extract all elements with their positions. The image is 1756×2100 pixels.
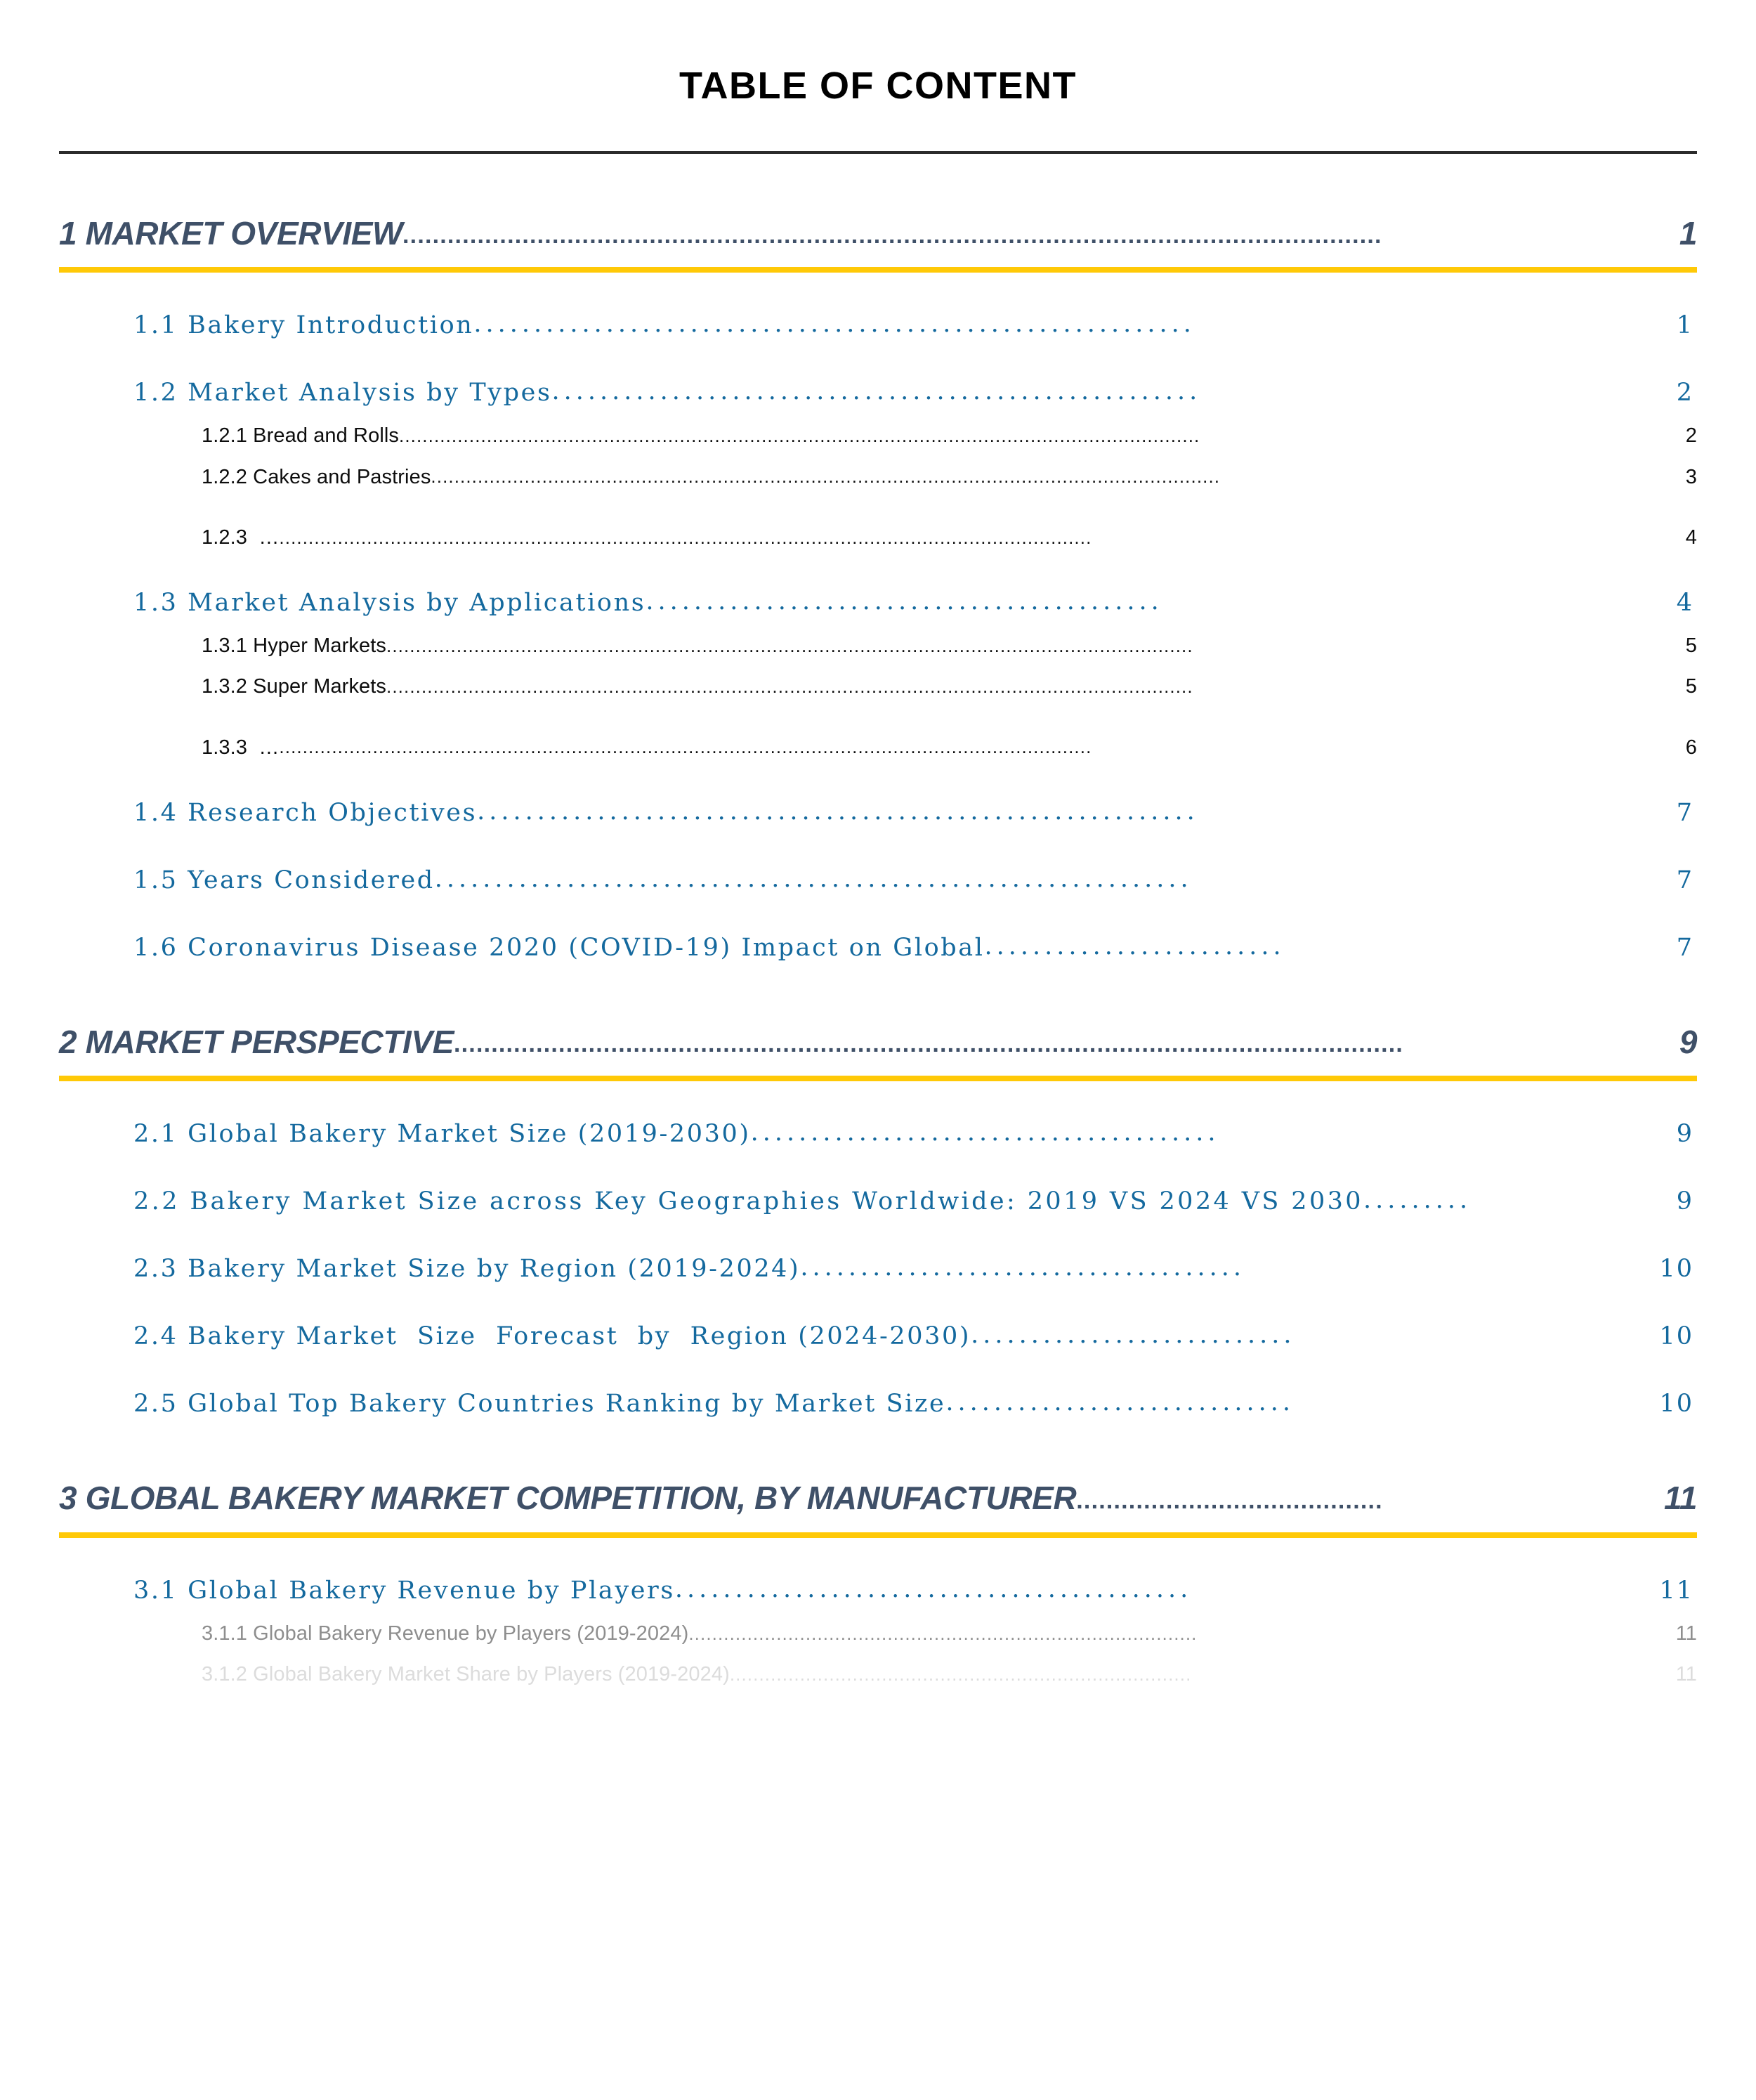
toc-entry-level-3[interactable] [59,1662,1697,1687]
toc-row[interactable] [133,1187,1693,1216]
toc-entry-level-1[interactable] [59,216,1697,273]
toc-entry-level-2[interactable] [59,798,1697,828]
toc-dot-leader: ........................................... [646,587,1163,616]
toc-entry-label: 2.1 Global Bakery Market Size (2019-2030) [133,1120,751,1149]
toc-dot-leader: ............................................................ [477,797,1199,826]
toc-entry-level-1[interactable] [59,1480,1697,1538]
section-accent-bar [59,267,1697,273]
toc-row[interactable] [202,525,1697,550]
toc-entry-level-2[interactable] [59,1254,1697,1284]
toc-page-number: 5 [1685,675,1697,698]
page-title: TABLE OF CONTENT [679,65,1077,107]
toc-entry-label: 1.2.3 … [202,526,280,549]
toc-row[interactable] [202,464,1697,490]
toc-entry-level-3[interactable] [59,674,1697,699]
toc-dot-leader: ............................................................... [434,864,1193,893]
toc-entry-level-2[interactable] [59,1119,1697,1149]
toc-dot-leader: ..................................... [800,1253,1245,1282]
toc-entry-label: 1.3.3 … [202,736,280,759]
toc-page-number: 2 [1685,424,1697,448]
toc-page-number: 2 [1676,379,1693,407]
toc-dot-leader: ................................................................................................................................... [402,222,1382,249]
toc-entry-level-3[interactable] [59,1621,1697,1646]
toc-dot-leader: ........................................................................................................................................... [279,526,1092,548]
toc-entry-label: 1 MARKET OVERVIEW [59,214,403,252]
toc-entry-label: 3.1.1 Global Bakery Revenue by Players (2019-2024) [202,1622,689,1645]
toc-entry-level-3[interactable] [59,633,1697,658]
toc-entry-level-2[interactable] [59,1576,1697,1605]
toc-dot-leader: ........................................................................................................................................... [279,736,1092,758]
toc-entry-label: 3.1 Global Bakery Revenue by Players [133,1576,675,1605]
toc-page-number: 5 [1685,634,1697,658]
toc-entry-label: 1.4 Research Objectives [133,798,478,827]
toc-page-number: 11 [1675,1663,1697,1686]
table-of-contents [59,216,1697,1688]
toc-page-number: 1 [1676,311,1693,340]
toc-dot-leader: ............................. [945,1388,1295,1417]
toc-dot-leader: ........................... [971,1321,1296,1350]
toc-row[interactable] [133,866,1693,895]
toc-row[interactable] [133,1576,1693,1605]
toc-entry-label: 1.3.2 Super Markets [202,675,387,698]
toc-entry-label: 2.2 Bakery Market Size across Key Geographies Worldwide: 2019 VS 2024 VS 2030 [133,1187,1363,1216]
toc-page-number: 6 [1685,736,1697,759]
toc-dot-leader: ......................... [984,932,1285,960]
toc-page-number: 4 [1685,526,1697,549]
toc-entry-level-2[interactable] [59,311,1697,340]
toc-entry-label: 1.2.1 Bread and Rolls [202,424,399,448]
toc-row[interactable] [59,1480,1697,1517]
toc-row[interactable] [133,588,1693,618]
toc-row[interactable] [133,378,1693,407]
toc-row[interactable] [133,1322,1693,1351]
toc-row[interactable] [202,1621,1697,1646]
toc-row[interactable] [202,1662,1697,1687]
toc-entry-level-3[interactable] [59,735,1697,760]
toc-entry-label: 2.4 Bakery Market Size Forecast by Region (2024-2030) [133,1322,971,1351]
section-accent-bar [59,1532,1697,1538]
toc-page-number: 9 [1679,1023,1697,1060]
toc-entry-level-2[interactable] [59,378,1697,407]
toc-entry-level-2[interactable] [59,933,1697,963]
toc-dot-leader: ............................................................ [473,310,1195,339]
toc-row[interactable] [133,1119,1693,1149]
title-divider [59,151,1697,154]
toc-entry-level-3[interactable] [59,464,1697,490]
toc-row[interactable] [133,798,1693,828]
toc-page-number: 9 [1676,1187,1693,1216]
toc-row[interactable] [202,674,1697,699]
toc-dot-leader: ............................................................................... [729,1663,1192,1685]
toc-row[interactable] [202,735,1697,760]
toc-entry-label: 3 GLOBAL BAKERY MARKET COMPETITION, BY MANUFACTURER [59,1480,1077,1517]
toc-row[interactable] [133,1254,1693,1284]
toc-entry-level-2[interactable] [59,866,1697,895]
toc-dot-leader: ...................................................... [551,377,1202,406]
toc-page-number: 10 [1659,1322,1693,1351]
toc-entry-label: 1.2.2 Cakes and Pastries [202,465,431,488]
toc-dot-leader: ......................................... [1076,1487,1383,1514]
toc-entry-label: 2.5 Global Top Bakery Countries Ranking by Market Size [133,1390,946,1419]
toc-page-number: 11 [1659,1576,1693,1605]
toc-entry-level-1[interactable] [59,1024,1697,1082]
toc-entry-level-2[interactable] [59,588,1697,618]
toc-row[interactable] [133,933,1693,963]
toc-entry-level-2[interactable] [59,1389,1697,1419]
toc-page-number: 7 [1676,866,1693,894]
toc-page-number: 10 [1659,1390,1693,1419]
toc-entry-label: 3.1.2 Global Bakery Market Share by Players (2019-2024) [202,1663,730,1686]
toc-entry-label: 2.3 Bakery Market Size by Region (2019-2024) [133,1255,801,1284]
toc-page-number: 11 [1675,1622,1697,1645]
toc-page-number: 9 [1676,1120,1693,1149]
toc-page-number: 7 [1676,933,1693,962]
toc-entry-label: 1.5 Years Considered [133,866,435,894]
toc-dot-leader: ....................................................................................................................................... [431,466,1221,488]
toc-row[interactable] [59,1024,1697,1061]
toc-dot-leader: ......................................................................................................................................... [399,425,1200,447]
toc-dot-leader: ........................................... [674,1574,1193,1603]
toc-page-number: 11 [1664,1480,1697,1517]
toc-entry-label: 1.2 Market Analysis by Types [133,379,552,407]
toc-dot-leader: ............................................................................................................................... [454,1031,1404,1058]
toc-row[interactable] [202,633,1697,658]
toc-entry-label: 1.3.1 Hyper Markets [202,634,386,658]
toc-entry-level-2[interactable] [59,1322,1697,1351]
toc-dot-leader: ....................................................................................... [688,1622,1198,1644]
toc-page-number: 1 [1679,214,1697,252]
toc-page-number: 7 [1676,798,1693,827]
toc-entry-label: 1.3 Market Analysis by Applications [133,589,646,618]
toc-row[interactable] [59,216,1697,252]
toc-dot-leader: .......................................................................................................................................... [386,676,1193,698]
toc-page-number: 10 [1659,1255,1693,1284]
toc-page-number: 4 [1676,589,1693,618]
toc-page-number: 3 [1685,465,1697,488]
toc-dot-leader: .......................................................................................................................................... [386,634,1193,656]
toc-entry-label: 2 MARKET PERSPECTIVE [59,1023,454,1060]
toc-dot-leader: ......... [1363,1186,1472,1215]
toc-row[interactable] [133,311,1693,340]
toc-entry-level-3[interactable] [59,525,1697,550]
toc-row[interactable] [133,1389,1693,1419]
toc-entry-label: 1.6 Coronavirus Disease 2020 (COVID-19) Impact on Global [133,933,985,962]
toc-entry-level-3[interactable] [59,423,1697,448]
toc-dot-leader: ....................................... [750,1119,1220,1147]
section-accent-bar [59,1076,1697,1081]
toc-row[interactable] [202,423,1697,448]
toc-entry-label: 1.1 Bakery Introduction [133,311,474,340]
toc-entry-level-2[interactable] [59,1187,1697,1216]
